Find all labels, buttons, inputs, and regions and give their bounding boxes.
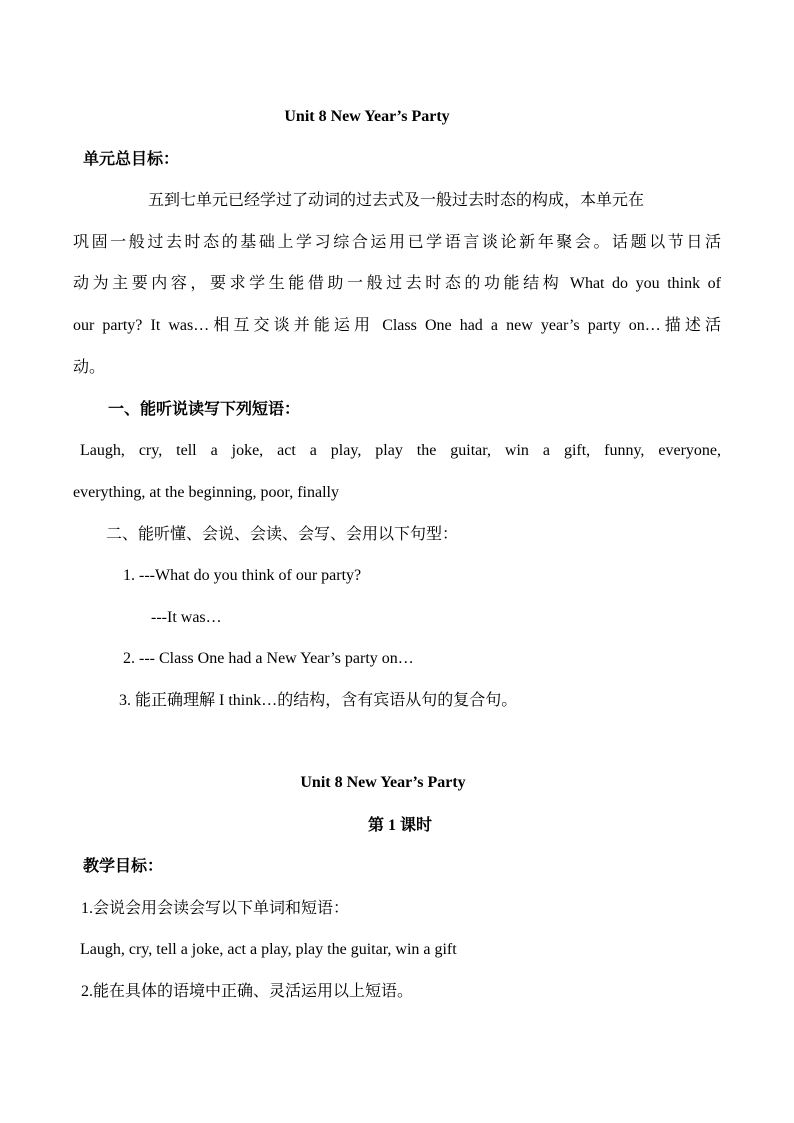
objective-item-2: 2.能在具体的语境中正确、灵活运用以上短语。 — [81, 983, 414, 1000]
section-1-phrases-line-2: everything, at the beginning, poor, finally — [73, 484, 339, 501]
pattern-1: 1. ---What do you think of our party? — [123, 567, 362, 584]
intro-line-4: our party? It was…相互交谈并能运用 Class One had a new year’s party on…描述活 — [73, 317, 721, 334]
section-1-heading: 一、能听说读写下列短语： — [108, 401, 301, 418]
section-1-phrases-line-1: Laugh, cry, tell a joke, act a play, play the guitar, win a gift, funny, everyone, — [80, 442, 721, 459]
lesson-1-subtitle: 第 1 课时 — [367, 817, 432, 834]
objective-heading: 教学目标： — [83, 858, 164, 875]
unit-goal-heading: 单元总目标： — [83, 151, 180, 168]
intro-line-1: 五到七单元已经学过了动词的过去式及一般过去时态的构成，本单元在 — [148, 192, 645, 209]
pattern-2: 2. --- Class One had a New Year’s party on… — [123, 650, 414, 667]
lesson-1-title: Unit 8 New Year’s Party — [300, 774, 466, 791]
intro-line-3: 动为主要内容，要求学生能借助一般过去时态的功能结构 What do you think of — [73, 275, 721, 292]
objective-item-1: 1.会说会用会读会写以下单词和短语： — [81, 900, 350, 917]
section-2-heading: 二、能听懂、会说、会读、会写、会用以下句型： — [106, 526, 459, 543]
intro-line-5: 动。 — [73, 359, 106, 376]
pattern-3: 3. 能正确理解 I think…的结构，含有宾语从句的复合句。 — [119, 692, 518, 709]
intro-line-2: 巩固一般过去时态的基础上学习综合运用已学语言谈论新年聚会。话题以节日活 — [73, 234, 721, 251]
pattern-1-answer: ---It was… — [151, 609, 222, 626]
unit-title: Unit 8 New Year’s Party — [284, 108, 450, 125]
objective-item-1-phrases: Laugh, cry, tell a joke, act a play, play the guitar, win a gift — [80, 941, 457, 958]
